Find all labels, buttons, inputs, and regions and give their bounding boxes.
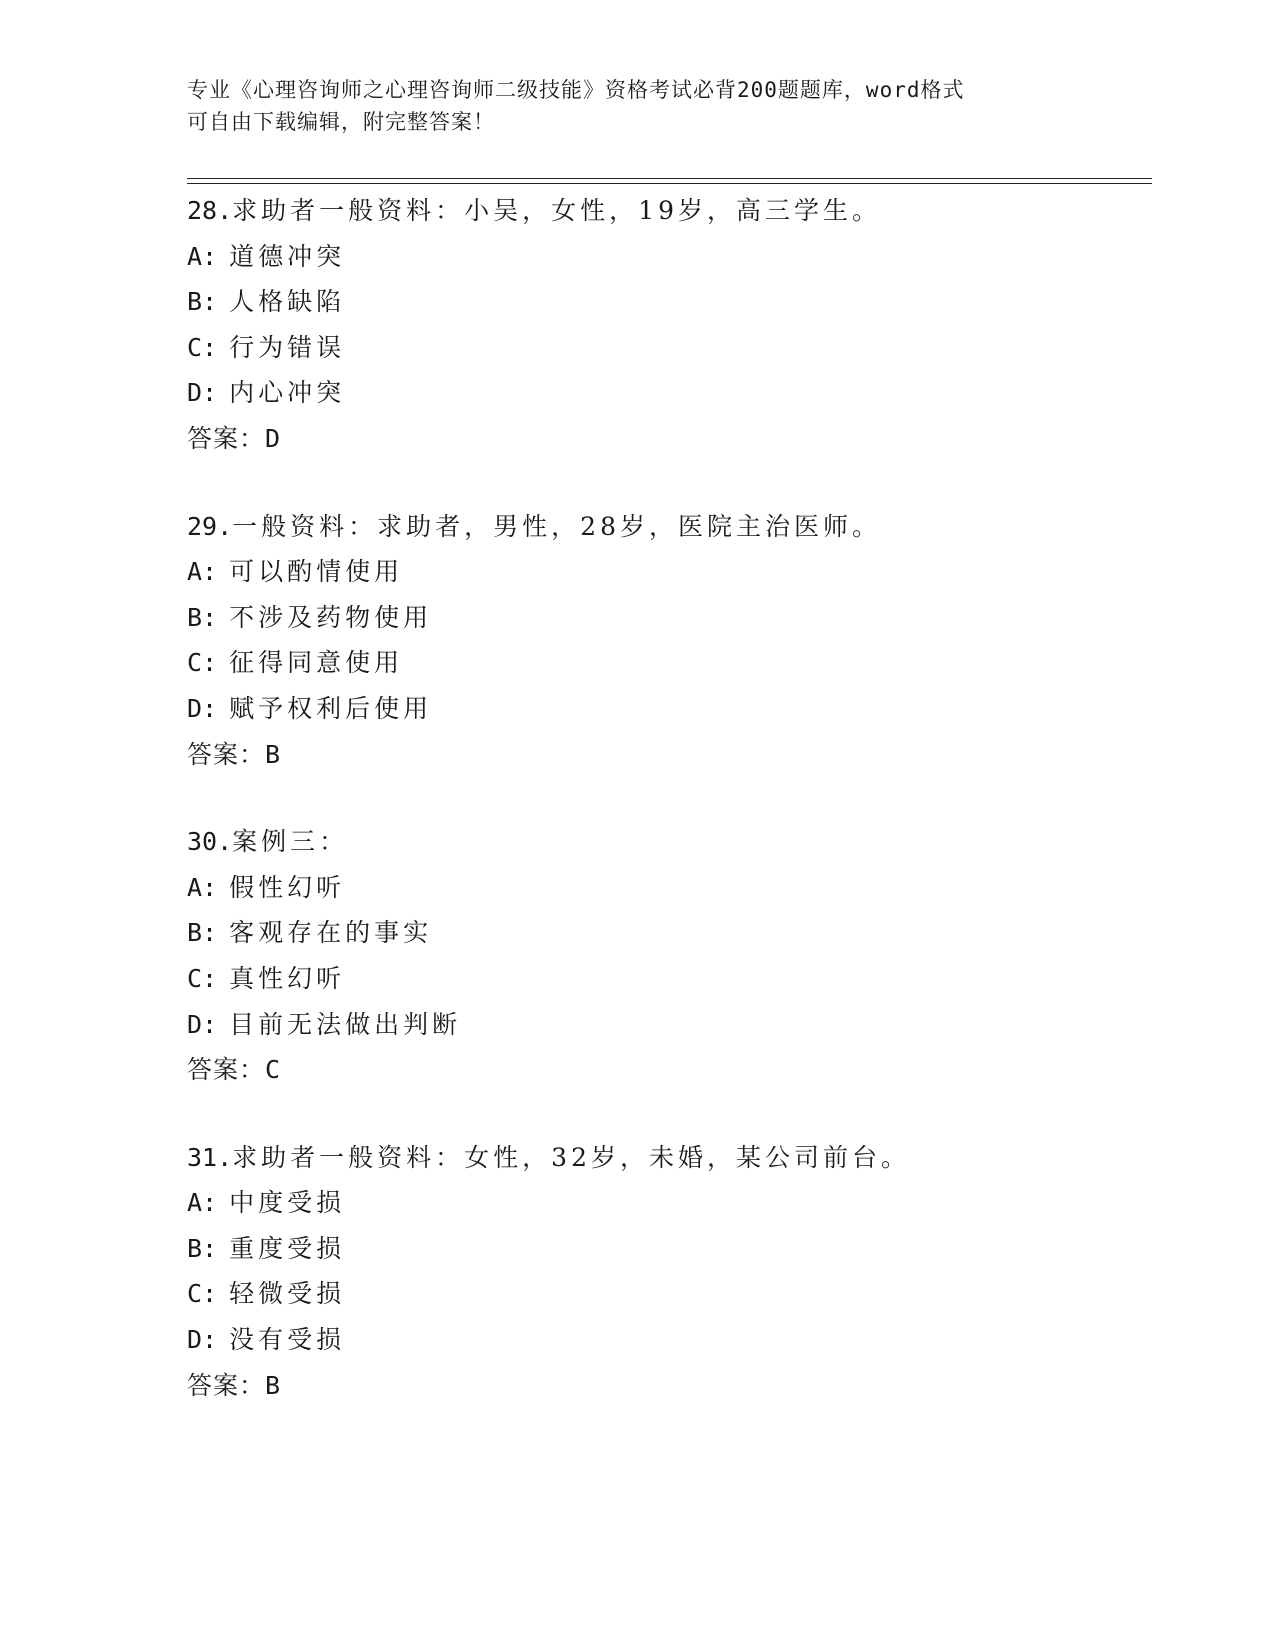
option-text: 轻微受损 xyxy=(229,1279,346,1309)
answer-value: B xyxy=(265,739,282,769)
option-b xyxy=(187,910,1147,956)
option-label: B: xyxy=(187,918,218,948)
question-number: 30. xyxy=(187,827,233,857)
question-number: 31. xyxy=(187,1142,233,1172)
option-a xyxy=(187,234,1147,280)
header-divider-top xyxy=(187,178,1152,179)
answer-line xyxy=(187,1047,1147,1093)
answer-label: 答案： xyxy=(187,739,266,769)
option-c xyxy=(187,956,1147,1002)
option-text: 内心冲突 xyxy=(229,378,346,408)
answer-label: 答案： xyxy=(187,1055,266,1085)
option-label: A: xyxy=(187,241,218,271)
question-number: 29. xyxy=(187,511,233,541)
question-number: 28. xyxy=(187,196,233,225)
option-text: 中度受损 xyxy=(229,1188,346,1218)
question-text: 案例三： xyxy=(232,827,349,857)
option-text: 赋予权利后使用 xyxy=(229,693,433,723)
question-list xyxy=(187,188,1147,1408)
option-b xyxy=(187,279,1147,325)
answer-label: 答案： xyxy=(187,1370,266,1400)
option-label: C: xyxy=(187,648,218,678)
option-a xyxy=(187,1180,1147,1226)
option-text: 征得同意使用 xyxy=(229,648,404,678)
question-text: 一般资料：求助者，男性，28岁，医院主治医师。 xyxy=(232,511,881,541)
option-label: B: xyxy=(187,287,218,317)
option-label: B: xyxy=(187,1233,218,1263)
option-label: A: xyxy=(187,557,218,587)
answer-value: B xyxy=(265,1370,282,1400)
answer-line xyxy=(187,732,1147,778)
option-d xyxy=(187,1317,1147,1363)
option-text: 没有受损 xyxy=(229,1325,346,1355)
option-label: C: xyxy=(187,963,218,993)
question-29 xyxy=(187,504,1147,778)
option-label: A: xyxy=(187,1188,218,1218)
option-text: 不涉及药物使用 xyxy=(229,602,433,632)
answer-value: D xyxy=(265,423,282,453)
header-divider-bottom xyxy=(187,183,1152,184)
question-31 xyxy=(187,1135,1147,1409)
option-text: 重度受损 xyxy=(229,1233,346,1263)
option-c xyxy=(187,640,1147,686)
option-label: C: xyxy=(187,332,218,362)
option-label: D: xyxy=(187,378,218,408)
option-c xyxy=(187,1271,1147,1317)
answer-value: C xyxy=(265,1055,282,1085)
header-line-2: 可自由下载编辑，附完整答案！ xyxy=(187,110,495,134)
option-a xyxy=(187,865,1147,911)
question-30 xyxy=(187,819,1147,1093)
option-d xyxy=(187,370,1147,416)
option-label: D: xyxy=(187,1325,218,1355)
option-label: D: xyxy=(187,693,218,723)
option-text: 可以酌情使用 xyxy=(229,557,404,587)
option-b xyxy=(187,1226,1147,1272)
question-28 xyxy=(187,188,1147,462)
option-label: A: xyxy=(187,872,218,902)
option-text: 道德冲突 xyxy=(229,241,346,271)
question-text: 求助者一般资料：女性，32岁，未婚，某公司前台。 xyxy=(232,1142,910,1172)
option-text: 行为错误 xyxy=(229,332,346,362)
option-a xyxy=(187,549,1147,595)
option-label: B: xyxy=(187,602,218,632)
option-text: 假性幻听 xyxy=(229,872,346,902)
question-stem xyxy=(187,819,1147,865)
option-text: 真性幻听 xyxy=(229,963,346,993)
question-text: 求助者一般资料：小吴，女性，19岁，高三学生。 xyxy=(232,196,881,225)
option-b xyxy=(187,595,1147,641)
question-stem xyxy=(187,1135,1147,1181)
header-line-1: 专业《心理咨询师之心理咨询师二级技能》资格考试必背200题题库，word格式 xyxy=(187,78,965,102)
question-stem xyxy=(187,188,1147,234)
document-header xyxy=(187,74,1087,138)
option-text: 目前无法做出判断 xyxy=(229,1009,462,1039)
option-d xyxy=(187,1002,1147,1048)
answer-line xyxy=(187,1363,1147,1409)
option-text: 人格缺陷 xyxy=(229,287,346,317)
answer-label: 答案： xyxy=(187,423,266,453)
option-label: C: xyxy=(187,1279,218,1309)
answer-line xyxy=(187,416,1147,462)
option-text: 客观存在的事实 xyxy=(229,918,433,948)
option-d xyxy=(187,686,1147,732)
option-c xyxy=(187,325,1147,371)
question-stem xyxy=(187,504,1147,550)
option-label: D: xyxy=(187,1009,218,1039)
